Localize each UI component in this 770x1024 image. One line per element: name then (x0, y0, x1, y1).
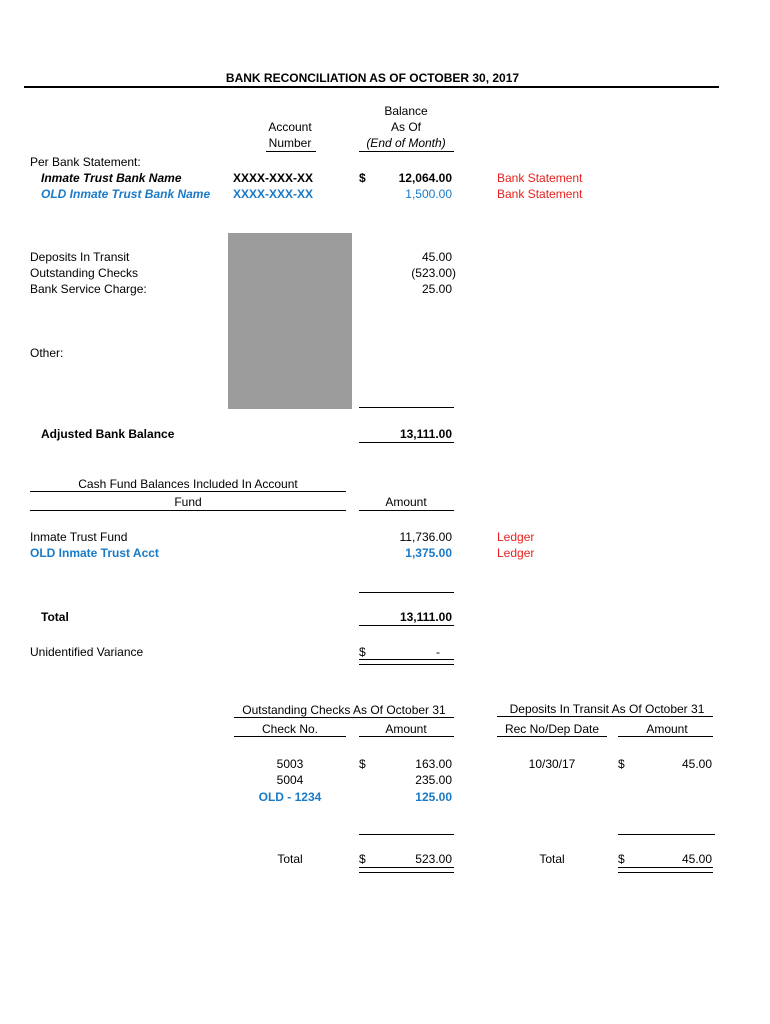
variance-rule-2 (359, 664, 454, 665)
deposits-subtotal-rule (618, 834, 715, 835)
bank-name-old-inmate-trust: OLD Inmate Trust Bank Name (41, 187, 211, 201)
deposits-total-rule-1 (618, 867, 713, 868)
shaded-account-area (228, 233, 352, 409)
check-amount: 163.00 (415, 757, 452, 771)
check-amount-header: Amount (385, 722, 427, 736)
adjusted-balance-rule (359, 442, 454, 443)
rec-no-dep-date-header: Rec No/Dep Date (504, 722, 600, 736)
account-number: XXXX-XXX-XX (233, 171, 314, 185)
cash-fund-title: Cash Fund Balances Included In Account (78, 477, 298, 491)
checks-total-currency: $ (359, 852, 366, 866)
outstanding-checks-title-rule (234, 717, 454, 718)
outstanding-checks-value: (523.00) (411, 266, 456, 280)
deposits-total-currency: $ (618, 852, 625, 866)
adjusted-bank-balance-value: 13,111.00 (399, 427, 452, 441)
source-note: Bank Statement (497, 171, 583, 185)
variance-currency: $ (359, 645, 366, 659)
fund-amount: 1,375.00 (405, 546, 452, 560)
checks-total-rule-2 (359, 872, 454, 873)
checks-subtotal-rule (359, 834, 454, 835)
deposits-total-rule-2 (618, 872, 713, 873)
fund-source-note: Ledger (497, 546, 535, 560)
fund-amount: 11,736.00 (399, 530, 452, 544)
deposits-total-label: Total (539, 852, 565, 866)
check-no-header-rule (234, 736, 346, 737)
outstanding-checks-label: Outstanding Checks (30, 266, 139, 280)
bank-service-charge-label: Bank Service Charge: (30, 282, 147, 296)
fund-header-rule (30, 510, 346, 511)
deposits-in-transit-label: Deposits In Transit (30, 250, 130, 264)
deposits-title-rule (497, 716, 713, 717)
fund-subtotal-rule (359, 592, 454, 593)
check-no-header: Check No. (261, 722, 319, 736)
fund-source-note: Ledger (497, 530, 535, 544)
check-number: 5004 (276, 773, 304, 787)
fund-name-inmate-trust: Inmate Trust Fund (30, 530, 128, 544)
rec-no-header-rule (497, 736, 607, 737)
deposits-in-transit-value: 45.00 (421, 250, 452, 264)
deposit-amount: 45.00 (681, 757, 712, 771)
fund-header: Fund (174, 495, 202, 509)
fund-name-old-inmate-trust: OLD Inmate Trust Acct (30, 546, 159, 560)
account-header-line1: Account (268, 120, 312, 134)
deposits-total-value: 45.00 (681, 852, 712, 866)
balance-header-line2: As Of (390, 120, 421, 134)
subtotal-rule (359, 407, 454, 408)
bank-balance: 1,500.00 (405, 187, 452, 201)
bank-name-inmate-trust: Inmate Trust Bank Name (41, 171, 182, 185)
title-rule (24, 86, 719, 88)
variance-value: - (436, 645, 440, 659)
total-label: Total (41, 610, 69, 624)
deposits-in-transit-title: Deposits In Transit As Of October 31 (509, 702, 705, 716)
check-number-old: OLD - 1234 (258, 790, 322, 804)
account-header-rule (266, 151, 316, 152)
currency-symbol: $ (359, 171, 366, 185)
cash-fund-title-rule (30, 491, 346, 492)
checks-total-value: 523.00 (415, 852, 452, 866)
checks-total-rule-1 (359, 867, 454, 868)
outstanding-checks-title: Outstanding Checks As Of October 31 (242, 703, 446, 717)
total-value: 13,111.00 (399, 610, 452, 624)
deposit-currency: $ (618, 757, 625, 771)
account-header-line2: Number (268, 136, 312, 150)
adjusted-bank-balance-label: Adjusted Bank Balance (41, 427, 175, 441)
deposit-amount-header: Amount (646, 722, 688, 736)
amount-header-rule (359, 510, 454, 511)
checks-total-label: Total (277, 852, 303, 866)
deposit-date: 10/30/17 (528, 757, 576, 771)
source-note: Bank Statement (497, 187, 583, 201)
unidentified-variance-label: Unidentified Variance (30, 645, 144, 659)
deposit-amount-header-rule (618, 736, 713, 737)
balance-header-rule (359, 151, 454, 152)
balance-header-line1: Balance (384, 104, 428, 118)
check-currency: $ (359, 757, 366, 771)
balance-header-line3: (End of Month) (366, 136, 446, 150)
other-label: Other: (30, 346, 64, 360)
amount-header: Amount (385, 495, 427, 509)
check-number: 5003 (276, 757, 304, 771)
check-amount: 235.00 (415, 773, 452, 787)
check-amount-old: 125.00 (415, 790, 452, 804)
check-amount-header-rule (359, 736, 454, 737)
total-rule (359, 625, 454, 626)
bank-service-charge-value: 25.00 (421, 282, 452, 296)
bank-balance: 12,064.00 (398, 171, 452, 185)
page-title: BANK RECONCILIATION AS OF OCTOBER 30, 2017 (225, 71, 520, 85)
variance-rule-1 (359, 659, 454, 660)
account-number: XXXX-XXX-XX (233, 187, 314, 201)
per-bank-statement-label: Per Bank Statement: (30, 155, 141, 169)
